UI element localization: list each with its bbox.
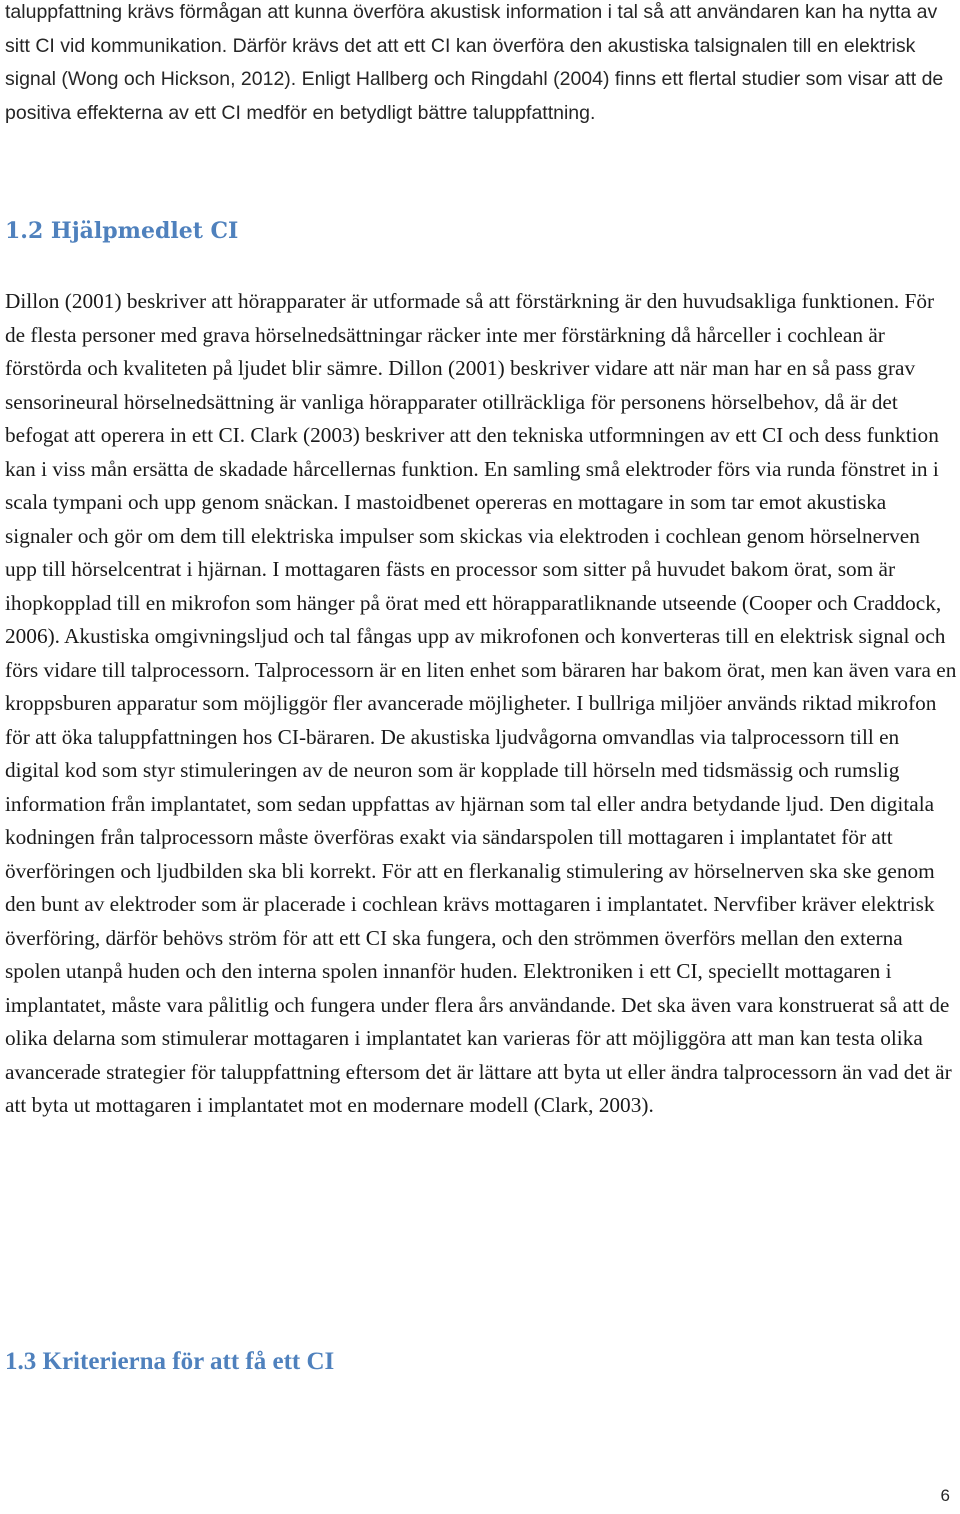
section-heading-1-2: 1.2 Hjälpmedlet CI [5, 218, 239, 244]
page-number: 6 [940, 1486, 950, 1505]
section-heading-1-3: 1.3 Kriterierna för att få ett CI [5, 1348, 335, 1375]
section-1-2-paragraph: Dillon (2001) beskriver att hörapparater är utformade så att förstärkning är den huvudsakliga funktionen. För de flesta personer med grava hörselnedsättningar räcker inte mer förstärkning då hårceller i cochlean är förstörda och kvaliteten på ljudet blir sämre. Dillon (2001) beskriver vidare att när man har en så pass grav sensorineural hörselnedsättning är vanliga hörapparater otillräckliga för personens hörselbehov, då är det befogat att operera in ett CI. Clark (2003) beskriver att den tekniska utformningen av ett CI och dess funktion kan i viss mån ersätta de skadade hårcellernas funktion. En samling små elektroder förs via runda fönstret in i scala tympani och upp genom snäckan. I mastoidbenet opereras en mottagare in som tar emot akustiska signaler och gör om dem till elektriska impulser som skickas via elektroden i cochlean genom hörselnerven upp till hörselcentrat i hjärnan. I mottagaren fästs en processor som sitter på huvudet bakom örat, som är ihopkopplad till en mikrofon som hänger på örat med ett hörapparatliknande utseende (Cooper och Craddock, 2006). Akustiska omgivningsljud och tal fångas upp av mikrofonen och konverteras till en elektrisk signal och förs vidare till talprocessorn. Talprocessorn är en liten enhet som bäraren har bakom örat, men kan även vara en kroppsburen apparatur som möjliggör fler avancerade möjligheter. I bullriga miljöer används riktad mikrofon för att öka taluppfattningen hos CI-bäraren. De akustiska ljudvågorna omvandlas via talprocessorn till en digital kod som styr stimuleringen av de neuron som är kopplade till hörseln med tidsmässig och rumslig information från implantatet, som sedan uppfattas av hjärnan som tal eller andra betydande ljud. Den digitala kodningen från talprocessorn måste överföras exakt via sändarspolen till mottagaren i implantatet för att överföringen och ljudbilden ska bli korrekt. För att en flerkanalig stimulering av hörselnerven ska ske genom den bunt av elektroder som är placerade i cochlean krävs mottagaren i implantatet. Nervfiber kräver elektrisk överföring, därför behövs ström för att ett CI ska fungera, och den strömmen överförs mellan den externa spolen utanpå huden och den interna spolen innanför huden. Elektroniken i ett CI, speciellt mottagaren i implantatet, måste vara pålitlig och fungera under flera års användande. Det ska även vara konstruerat så att de olika delarna som stimulerar mottagaren i implantatet kan varieras för att möjliggöra att man kan testa olika avancerade strategier för taluppfattning eftersom det är lättare att byta ut eller ändra talprocessorn än vad det är att byta ut mottagaren i implantatet mot en modernare modell (Clark, 2003). [5, 289, 957, 1117]
intro-paragraph: taluppfattning krävs förmågan att kunna överföra akustisk information i tal så att användaren kan ha nytta av sitt CI vid kommunikation. Därför krävs det att ett CI kan överföra den akustiska talsignalen till en elektrisk signal (Wong och Hickson, 2012). Enligt Hallberg och Ringdahl (2004) finns ett flertal studier som visar att de positiva effekterna av ett CI medför en betydligt bättre taluppfattning. [5, 1, 944, 124]
